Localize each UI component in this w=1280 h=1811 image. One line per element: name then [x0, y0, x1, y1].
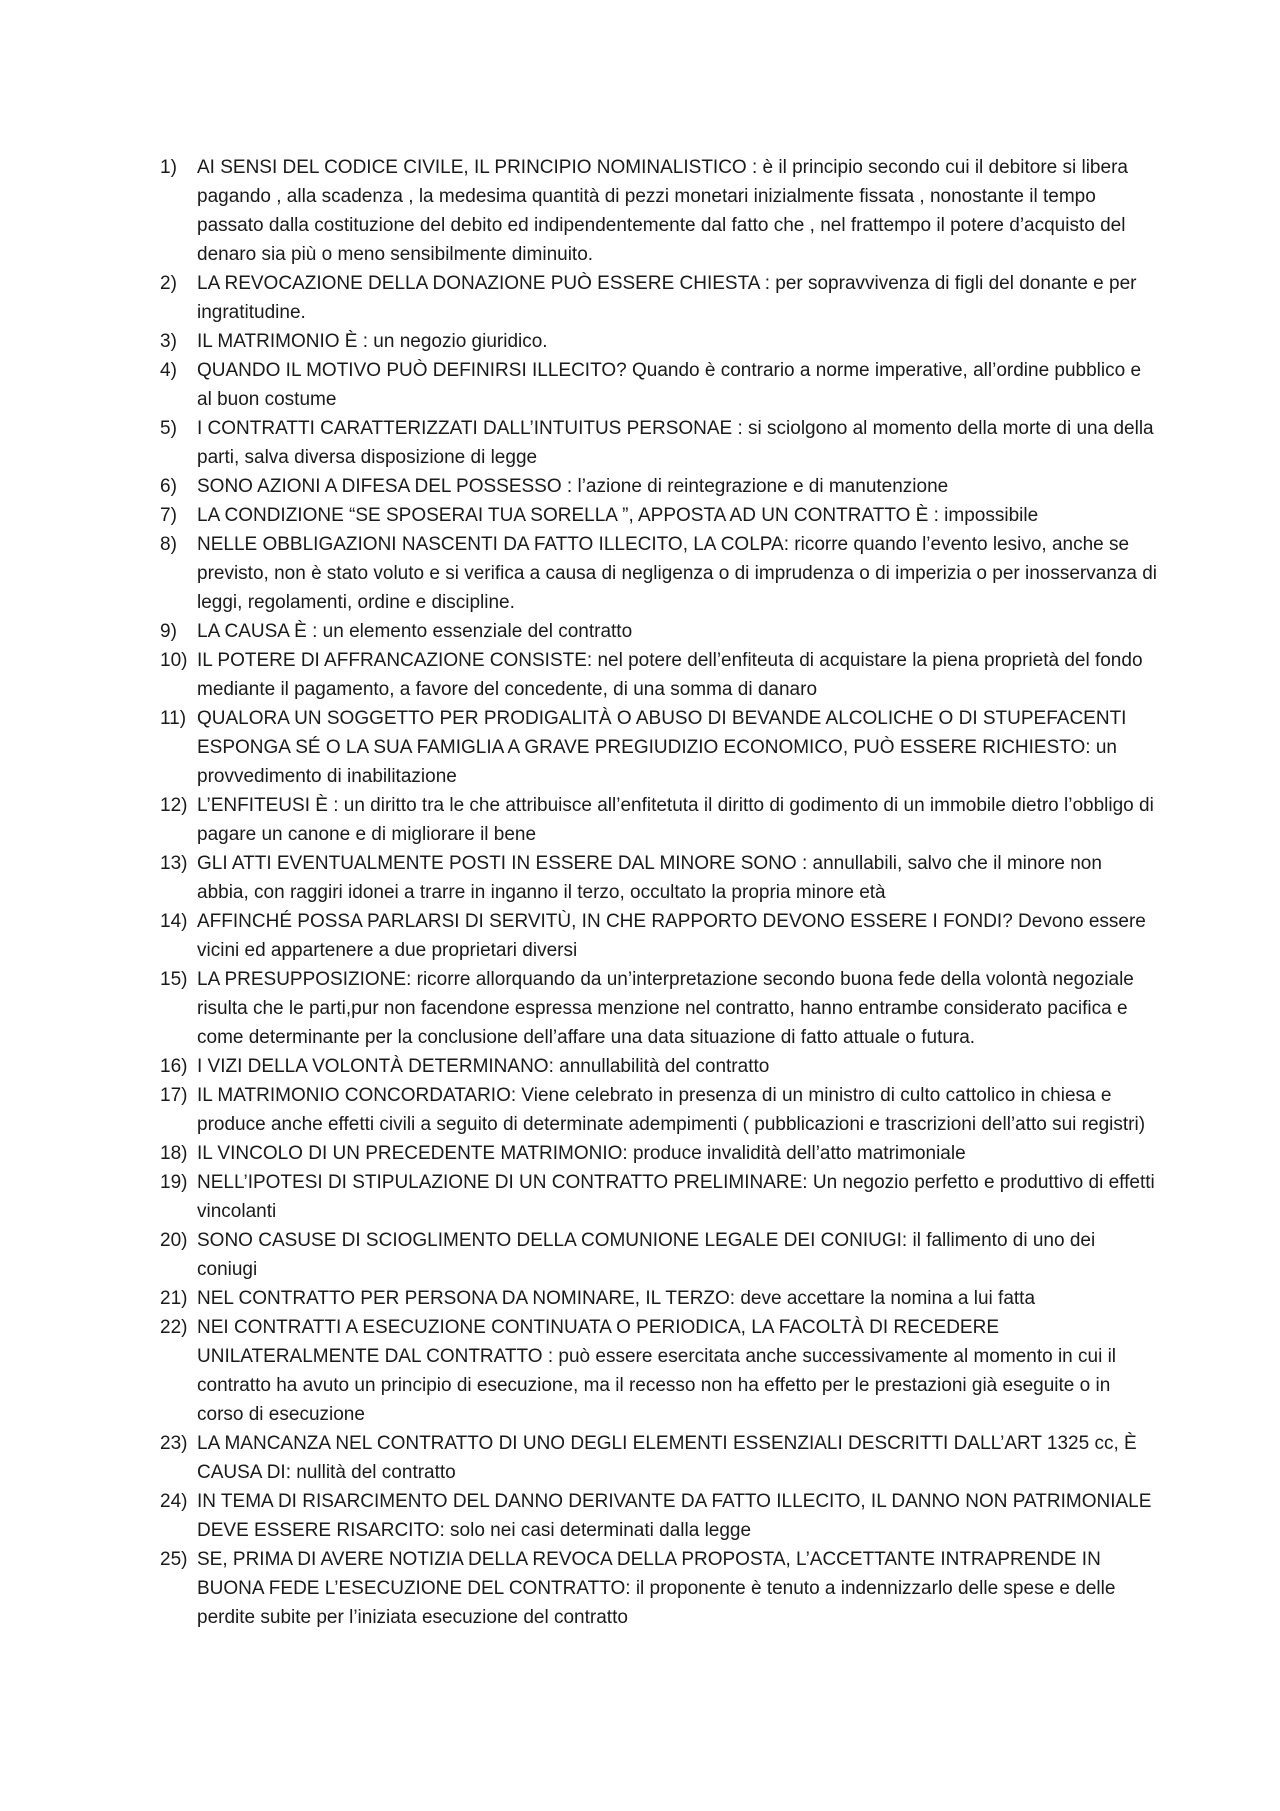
list-item	[160, 704, 1158, 791]
item-text: SONO AZIONI A DIFESA DEL POSSESSO : l’azione di reintegrazione e di manutenzione	[197, 476, 949, 497]
item-text: NEI CONTRATTI A ESECUZIONE CONTINUATA O PERIODICA, LA FACOLTÀ DI RECEDERE UNILATERALMENTE DAL CONTRATTO : può essere esercitata anche successivamente al momento in cui il contratto ha avuto un principio di esecuzione, ma il recesso non ha effetto per le prestazioni già eseguite o in corso di esecuzione	[197, 1317, 1117, 1425]
list-item	[160, 1052, 1158, 1081]
item-number: 20)	[160, 1230, 188, 1251]
item-text: LA REVOCAZIONE DELLA DONAZIONE PUÒ ESSERE CHIESTA : per sopravvivenza di figli del donante e per ingratitudine.	[197, 273, 1137, 323]
item-number: 7)	[160, 505, 177, 526]
item-number: 15)	[160, 969, 188, 990]
item-number: 1)	[160, 157, 177, 178]
list-item	[160, 1168, 1158, 1226]
item-number: 21)	[160, 1288, 188, 1309]
item-number: 12)	[160, 795, 188, 816]
item-text: AI SENSI DEL CODICE CIVILE, IL PRINCIPIO NOMINALISTICO : è il principio secondo cui il debitore si libera pagando , alla scadenza , la medesima quantità di pezzi monetari inizialmente fissata , nonostante il tempo passato dalla costituzione del debito ed indipendentemente dal fatto che , nel frattempo il potere d’acquisto del denaro sia più o meno sensibilmente diminuito.	[197, 157, 1128, 265]
item-text: IL MATRIMONIO CONCORDATARIO: Viene celebrato in presenza di un ministro di culto cattolico in chiesa e produce anche effetti civili a seguito di determinate adempimenti ( pubblicazioni e trascrizioni dell’atto sui registri)	[197, 1085, 1146, 1135]
item-text: NELLE OBBLIGAZIONI NASCENTI DA FATTO ILLECITO, LA COLPA: ricorre quando l’evento lesivo, anche se previsto, non è stato voluto e si verifica a causa di negligenza o di imprudenza o di imperizia o per inosservanza di leggi, regolamenti, ordine e discipline.	[197, 534, 1158, 613]
list-item	[160, 501, 1158, 530]
item-text: L’ENFITEUSI È : un diritto tra le che attribuisce all’enfitetuta il diritto di godimento di un immobile dietro l’obbligo di pagare un canone e di migliorare il bene	[197, 795, 1154, 845]
item-text: QUALORA UN SOGGETTO PER PRODIGALITÀ O ABUSO DI BEVANDE ALCOLICHE O DI STUPEFACENTI ESPONGA SÉ O LA SUA FAMIGLIA A GRAVE PREGIUDIZIO ECONOMICO, PUÒ ESSERE RICHIESTO: un provvedimento di inabilitazione	[197, 708, 1127, 787]
item-text: LA CONDIZIONE “SE SPOSERAI TUA SORELLA ”, APPOSTA AD UN CONTRATTO È : impossibile	[197, 505, 1039, 526]
item-text: SE, PRIMA DI AVERE NOTIZIA DELLA REVOCA DELLA PROPOSTA, L’ACCETTANTE INTRAPRENDE IN BUONA FEDE L’ESECUZIONE DEL CONTRATTO: il proponente è tenuto a indennizzarlo delle spese e delle perdite subite per l’iniziata esecuzione del contratto	[197, 1549, 1116, 1628]
list-item	[160, 1284, 1158, 1313]
item-text: IL MATRIMONIO È : un negozio giuridico.	[197, 331, 548, 352]
list-item	[160, 617, 1158, 646]
list-item	[160, 791, 1158, 849]
item-text: IL VINCOLO DI UN PRECEDENTE MATRIMONIO: produce invalidità dell’atto matrimoniale	[197, 1143, 966, 1164]
item-number: 10)	[160, 650, 188, 671]
item-number: 18)	[160, 1143, 188, 1164]
list-item	[160, 1081, 1158, 1139]
item-text: IL POTERE DI AFFRANCAZIONE CONSISTE: nel potere dell’enfiteuta di acquistare la piena proprietà del fondo mediante il pagamento, a favore del concedente, di una somma di danaro	[197, 650, 1143, 700]
list-item	[160, 414, 1158, 472]
list-item	[160, 849, 1158, 907]
item-number: 24)	[160, 1491, 188, 1512]
list-item	[160, 1487, 1158, 1545]
item-text: LA PRESUPPOSIZIONE: ricorre allorquando da un’interpretazione secondo buona fede della volontà negoziale risulta che le parti,pur non facendone espressa menzione nel contratto, hanno entrambe considerato pacifica e come determinante per la conclusione dell’affare una data situazione di fatto attuale o futura.	[197, 969, 1134, 1048]
item-number: 14)	[160, 911, 188, 932]
item-number: 3)	[160, 331, 177, 352]
list-item	[160, 1139, 1158, 1168]
item-text: LA CAUSA È : un elemento essenziale del contratto	[197, 621, 633, 642]
item-number: 16)	[160, 1056, 188, 1077]
list-item	[160, 530, 1158, 617]
item-number: 2)	[160, 273, 177, 294]
list-item	[160, 153, 1158, 269]
list-item	[160, 1226, 1158, 1284]
list-item	[160, 907, 1158, 965]
item-text: I VIZI DELLA VOLONTÀ DETERMINANO: annullabilità del contratto	[197, 1056, 770, 1077]
item-number: 8)	[160, 534, 177, 555]
list-item	[160, 646, 1158, 704]
item-number: 19)	[160, 1172, 188, 1193]
item-number: 11)	[160, 708, 187, 729]
item-number: 22)	[160, 1317, 188, 1338]
item-number: 13)	[160, 853, 188, 874]
item-number: 6)	[160, 476, 177, 497]
item-text: LA MANCANZA NEL CONTRATTO DI UNO DEGLI ELEMENTI ESSENZIALI DESCRITTI DALL’ART 1325 cc, È CAUSA DI: nullità del contratto	[197, 1433, 1137, 1483]
item-number: 17)	[160, 1085, 188, 1106]
item-text: I CONTRATTI CARATTERIZZATI DALL’INTUITUS PERSONAE : si sciolgono al momento della morte di una della parti, salva diversa disposizione di legge	[197, 418, 1154, 468]
item-number: 9)	[160, 621, 177, 642]
list-item	[160, 1429, 1158, 1487]
list-item	[160, 965, 1158, 1052]
list-item	[160, 327, 1158, 356]
list-item	[160, 356, 1158, 414]
item-number: 4)	[160, 360, 177, 381]
list-item	[160, 472, 1158, 501]
list-item	[160, 1313, 1158, 1429]
item-number: 23)	[160, 1433, 188, 1454]
item-text: AFFINCHÉ POSSA PARLARSI DI SERVITÙ, IN CHE RAPPORTO DEVONO ESSERE I FONDI? Devono essere vicini ed appartenere a due proprietari diversi	[197, 911, 1146, 961]
list-item	[160, 1545, 1158, 1632]
question-answer-list	[160, 153, 1158, 1632]
item-text: SONO CASUSE DI SCIOGLIMENTO DELLA COMUNIONE LEGALE DEI CONIUGI: il fallimento di uno dei coniugi	[197, 1230, 1096, 1280]
list-item	[160, 269, 1158, 327]
item-text: IN TEMA DI RISARCIMENTO DEL DANNO DERIVANTE DA FATTO ILLECITO, IL DANNO NON PATRIMONIALE DEVE ESSERE RISARCITO: solo nei casi determinati dalla legge	[197, 1491, 1152, 1541]
item-number: 5)	[160, 418, 177, 439]
item-text: GLI ATTI EVENTUALMENTE POSTI IN ESSERE DAL MINORE SONO : annullabili, salvo che il minore non abbia, con raggiri idonei a trarre in inganno il terzo, occultato la propria minore età	[197, 853, 1102, 903]
item-number: 25)	[160, 1549, 188, 1570]
item-text: NEL CONTRATTO PER PERSONA DA NOMINARE, IL TERZO: deve accettare la nomina a lui fatta	[197, 1288, 1036, 1309]
item-text: NELL’IPOTESI DI STIPULAZIONE DI UN CONTRATTO PRELIMINARE: Un negozio perfetto e produttivo di effetti vincolanti	[197, 1172, 1155, 1222]
item-text: QUANDO IL MOTIVO PUÒ DEFINIRSI ILLECITO? Quando è contrario a norme imperative, all’ordine pubblico e al buon costume	[197, 360, 1142, 410]
